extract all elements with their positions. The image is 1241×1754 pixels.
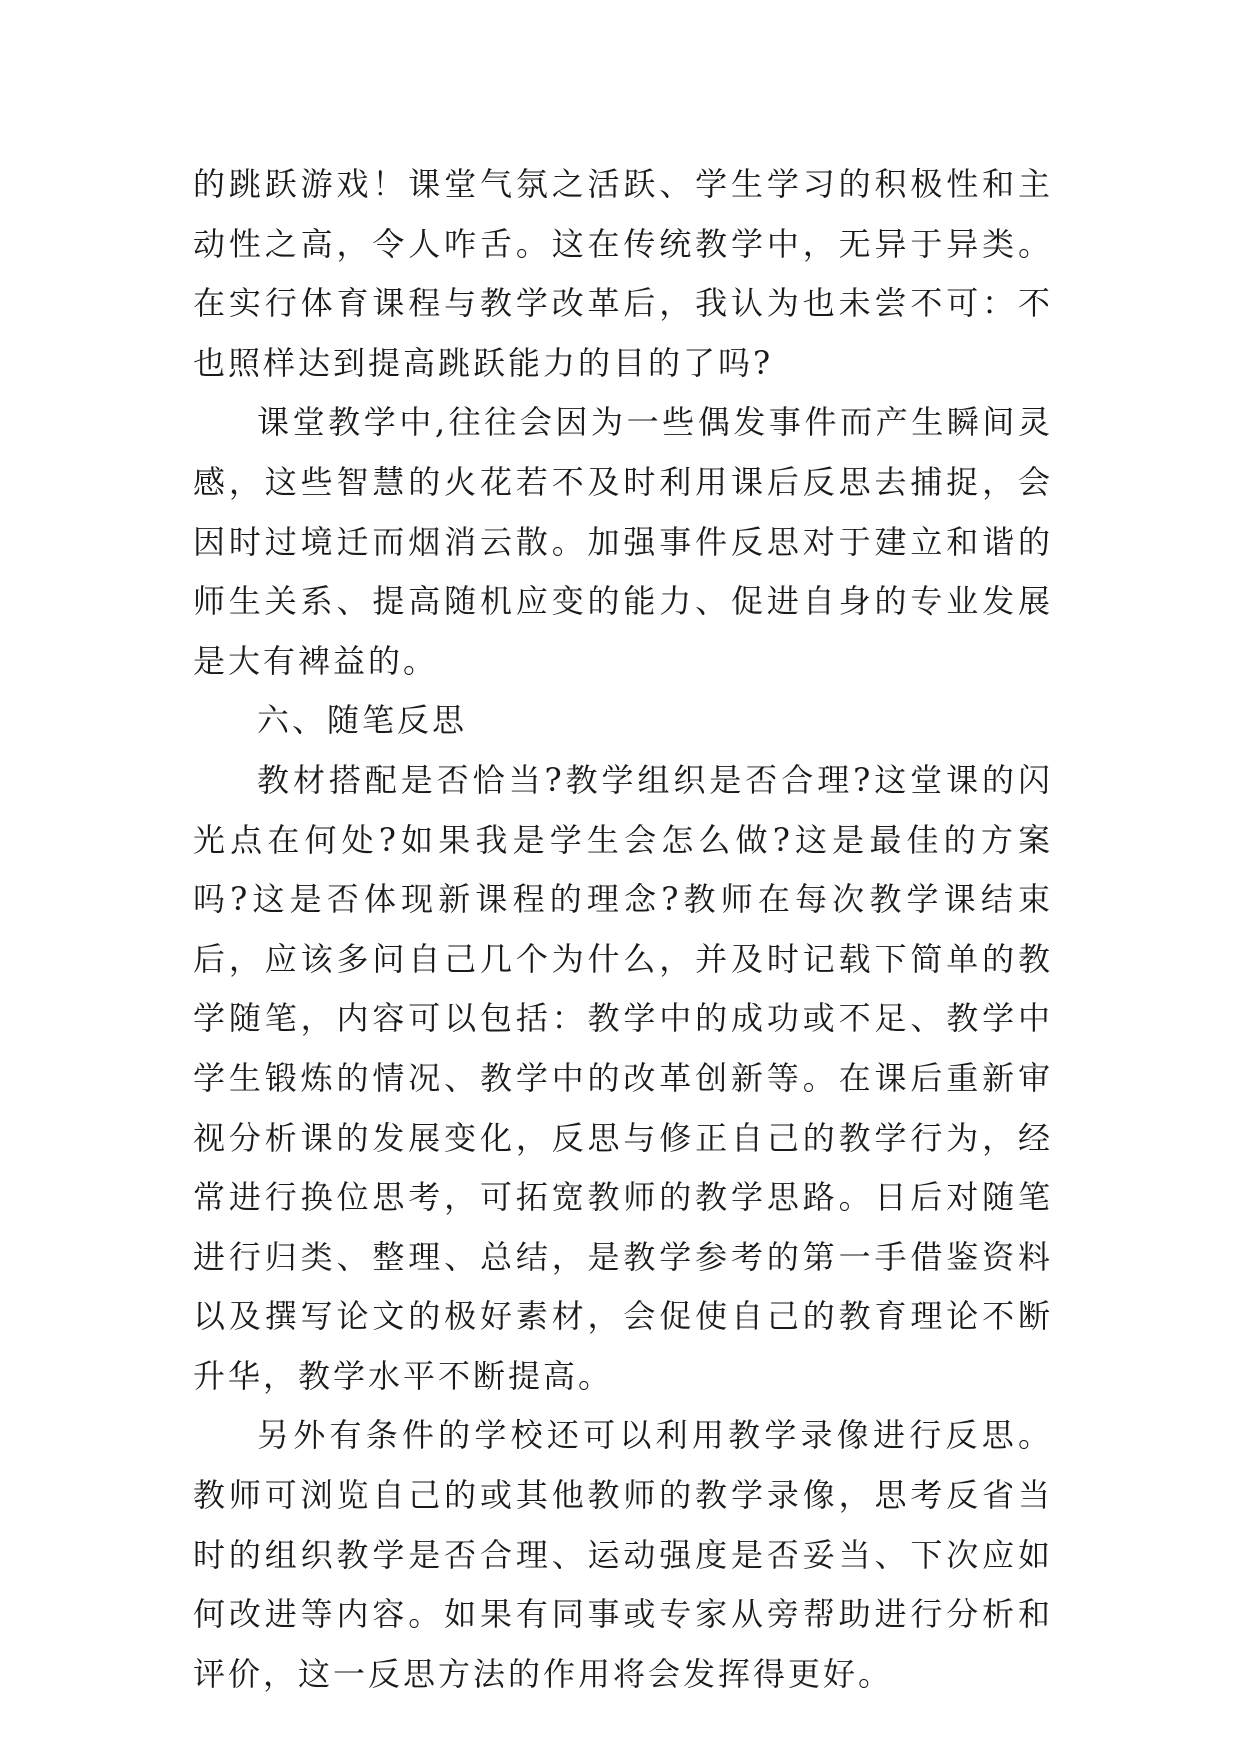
paragraph-video-reflection: 另外有条件的学校还可以利用教学录像进行反思。教师可浏览自己的或其他教师的教学录像，思考反省当时的组织教学是否合理、运动强度是否妥当、下次应如何改进等内容。如果有同事或专家从旁帮助进行分析和评价，这一反思方法的作用将会发挥得更好。 — [193, 1416, 1053, 1693]
section-heading: 六、随笔反思 — [257, 701, 468, 740]
paragraph-continuation: 的跳跃游戏！课堂气氛之活跃、学生学习的积极性和主动性之高，令人咋舌。这在传统教学中，无异于异类。在实行体育课程与教学改革后，我认为也未尝不可：不也照样达到提高跳跃能力的目的了吗? — [193, 165, 1053, 382]
document-body — [193, 155, 1053, 1704]
paragraph-essay-reflection: 教材搭配是否恰当?教学组织是否合理?这堂课的闪光点在何处?如果我是学生会怎么做?这是最佳的方案吗?这是否体现新课程的理念?教师在每次教学课结束后，应该多问自己几个为什么，并及时记载下简单的教学随笔，内容可以包括：教学中的成功或不足、教学中学生锻炼的情况、教学中的改革创新等。在课后重新审视分析课的发展变化，反思与修正自己的教学行为，经常进行换位思考，可拓宽教师的教学思路。日后对随笔进行归类、整理、总结，是教学参考的第一手借鉴资料以及撰写论文的极好素材，会促使自己的教育理论不断升华，教学水平不断提高。 — [193, 760, 1053, 1395]
paragraph-event-reflection: 课堂教学中,往往会因为一些偶发事件而产生瞬间灵感，这些智慧的火花若不及时利用课后反思去捕捉，会因时过境迁而烟消云散。加强事件反思对于建立和谐的师生关系、提高随机应变的能力、促进自身的专业发展是大有裨益的。 — [193, 403, 1053, 680]
